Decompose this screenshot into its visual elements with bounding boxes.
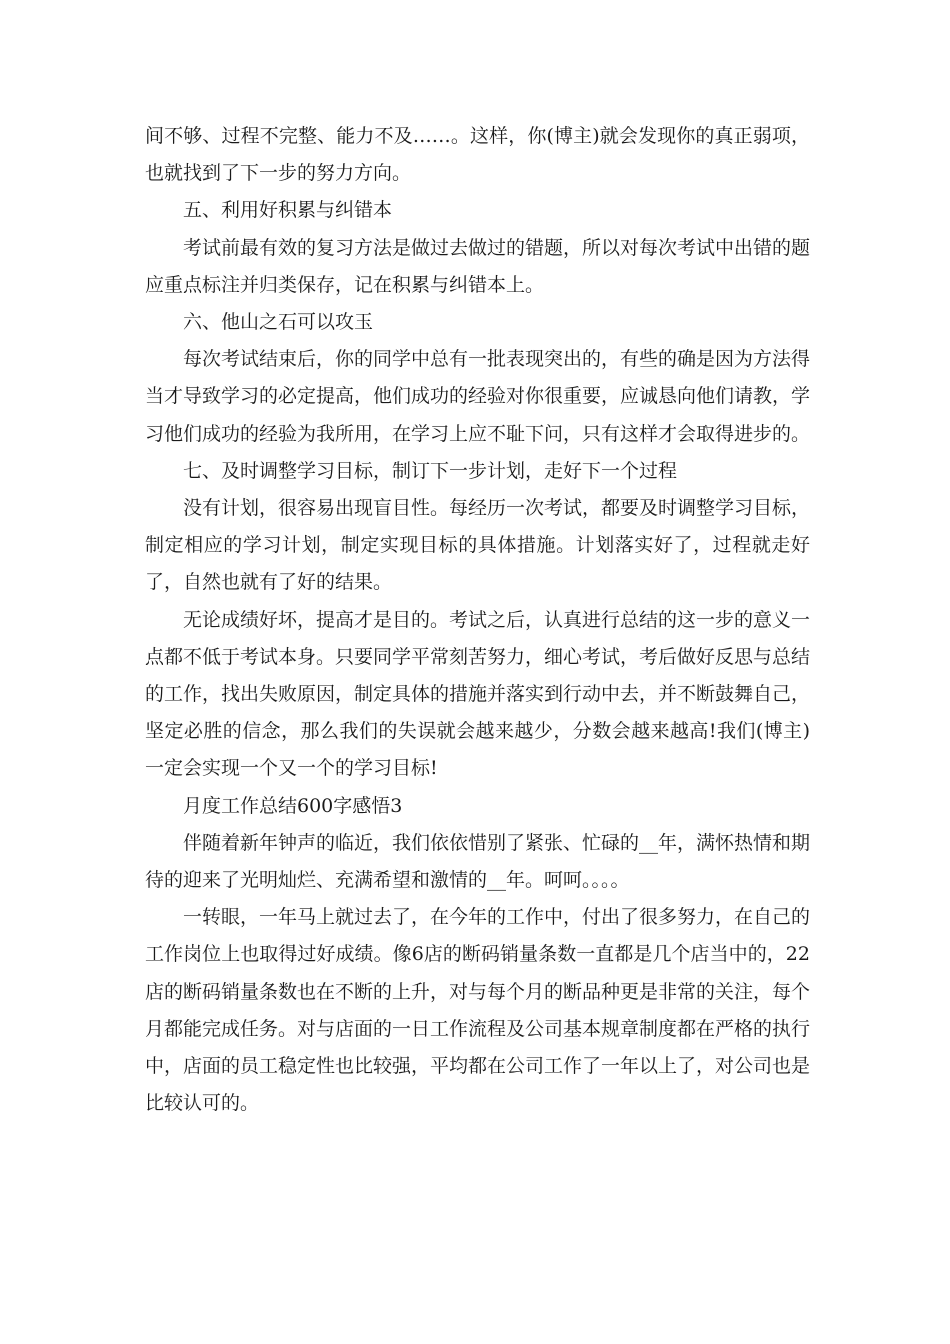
paragraph: 每次考试结束后，你的同学中总有一批表现突出的，有些的确是因为方法得当才导致学习的必定提高，他们成功的经验对你很重要，应诚恳向他们请教，学习他们成功的经验为我所用，在学习上应不耻下问，只有这样才会取得进步的。 — [145, 348, 811, 445]
section-heading-6: 六、他山之石可以攻玉 — [183, 311, 374, 334]
paragraph: 一转眼，一年马上就过去了，在今年的工作中，付出了很多努力，在自己的工作岗位上也取得过好成绩。像6店的断码销量条数一直都是几个店当中的，22店的断码销量条数也在不断的上升，对与每个月的断品种更是非常的关注，每个月都能完成任务。对与店面的一日工作流程及公司基本规章制度都在严格的执行中，店面的员工稳定性也比较强，平均都在公司工作了一年以上了，对公司也是比较认可的。 — [145, 906, 811, 1115]
article-title: 月度工作总结600字感悟3 — [183, 794, 403, 817]
paragraph: 没有计划，很容易出现盲目性。每经历一次考试，都要及时调整学习目标，制定相应的学习计划，制定实现目标的具体措施。计划落实好了，过程就走好了，自然也就有了好的结果。 — [145, 497, 811, 594]
section-heading-7: 七、及时调整学习目标，制订下一步计划，走好下一个过程 — [183, 459, 678, 482]
document-body — [145, 118, 810, 1122]
paragraph-continuation: 间不够、过程不完整、能力不及……。这样，你(博主)就会发现你的真正弱项，也就找到了下一步的努力方向。 — [145, 125, 810, 185]
paragraph: 考试前最有效的复习方法是做过去做过的错题，所以对每次考试中出错的题应重点标注并归类保存，记在积累与纠错本上。 — [145, 236, 811, 296]
paragraph: 无论成绩好坏，提高才是目的。考试之后，认真进行总结的这一步的意义一点都不低于考试本身。只要同学平常刻苦努力，细心考试，考后做好反思与总结的工作，找出失败原因，制定具体的措施并落实到行动中去，并不断鼓舞自己，坚定必胜的信念，那么我们的失误就会越来越少，分数会越来越高!我们(博主)一定会实现一个又一个的学习目标! — [145, 608, 811, 780]
paragraph: 伴随着新年钟声的临近，我们依依惜别了紧张、忙碌的__年，满怀热情和期待的迎来了光明灿烂、充满希望和激情的__年。呵呵。。。。 — [145, 831, 811, 892]
section-heading-5: 五、利用好积累与纠错本 — [183, 199, 393, 222]
